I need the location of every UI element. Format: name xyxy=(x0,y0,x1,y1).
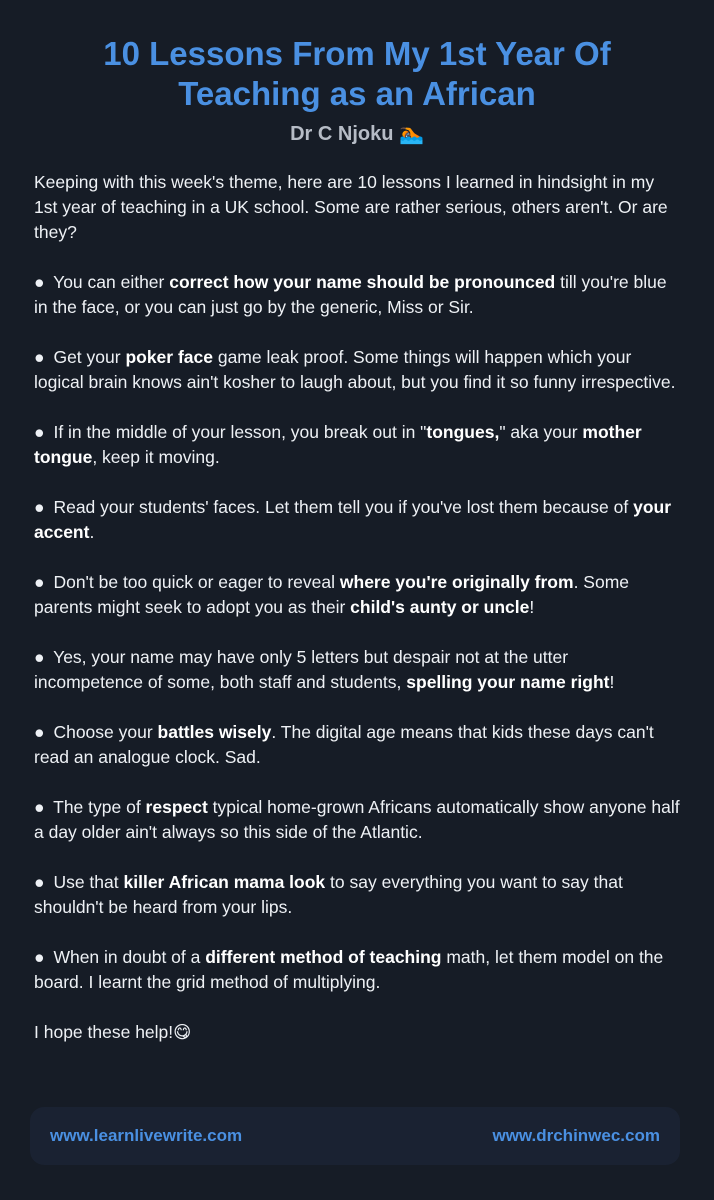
lesson-item-4: ● Read your students' faces. Let them tell you if you've lost them because of your accent. xyxy=(34,497,672,542)
lesson-item-9: ● Use that killer African mama look to say everything you want to say that shouldn't be heard from your lips. xyxy=(34,872,623,917)
page-title: 10 Lessons From My 1st Year Of Teaching as an African xyxy=(103,35,611,112)
lesson-item-1: ● You can either correct how your name should be pronounced till you're blue in the face, or you can just go by the generic, Miss or Sir. xyxy=(34,272,667,317)
lesson-highlight: mother tongue xyxy=(34,422,642,467)
bullet-icon: ● xyxy=(34,572,45,592)
drchinwec-link[interactable]: www.drchinwec.com xyxy=(492,1126,660,1145)
lesson-highlight: child's aunty or uncle xyxy=(350,597,530,617)
author-byline: Dr C Njoku 🏊🏿 xyxy=(290,123,424,145)
bullet-icon: ● xyxy=(34,872,45,892)
lesson-highlight: different method of teaching xyxy=(205,947,442,967)
lesson-highlight: killer African mama look xyxy=(123,872,326,892)
bullet-icon: ● xyxy=(34,272,45,292)
lesson-highlight: battles wisely xyxy=(157,722,272,742)
bullet-icon: ● xyxy=(34,347,45,367)
lesson-item-8: ● The type of respect typical home-grown Africans automatically show anyone half a day older ain't always so this side of the Atlantic. xyxy=(34,797,680,842)
bullet-icon: ● xyxy=(34,497,45,517)
bullet-icon: ● xyxy=(34,947,45,967)
lesson-highlight: your accent xyxy=(34,497,672,542)
lesson-highlight: poker face xyxy=(125,347,213,367)
bullet-icon: ● xyxy=(34,797,45,817)
lesson-highlight: where you're originally from xyxy=(339,572,574,592)
lesson-highlight: respect xyxy=(145,797,208,817)
lesson-item-10: ● When in doubt of a different method of teaching math, let them model on the board. I learnt the grid method of multiplying. xyxy=(34,947,664,992)
lesson-item-7: ● Choose your battles wisely. The digital age means that kids these days can't read an analogue clock. Sad. xyxy=(34,722,654,767)
bullet-icon: ● xyxy=(34,422,45,442)
lesson-item-3: ● If in the middle of your lesson, you break out in "tongues," aka your mother tongue, keep it moving. xyxy=(34,422,642,467)
closing-line: I hope these help!😋 xyxy=(34,1022,192,1042)
intro-paragraph: Keeping with this week's theme, here are 10 lessons I learned in hindsight in my 1st year of teaching in a UK school. Some are rather serious, others aren't. Or are they? xyxy=(34,172,668,242)
lesson-item-6: ● Yes, your name may have only 5 letters but despair not at the utter incompetence of some, both staff and students, spelling your name right! xyxy=(34,647,615,692)
bullet-icon: ● xyxy=(34,647,45,667)
lesson-item-5: ● Don't be too quick or eager to reveal where you're originally from. Some parents might seek to adopt you as their child's aunty or uncle! xyxy=(34,572,630,617)
lesson-item-2: ● Get your poker face game leak proof. Some things will happen which your logical brain knows ain't kosher to laugh about, but you find it so funny irrespective. xyxy=(34,347,676,392)
lesson-highlight: spelling your name right xyxy=(406,672,610,692)
learnlivewrite-link[interactable]: www.learnlivewrite.com xyxy=(50,1126,243,1145)
footer-bar xyxy=(30,1107,680,1165)
lesson-highlight: correct how your name should be pronounced xyxy=(169,272,556,292)
bullet-icon: ● xyxy=(34,722,45,742)
lesson-highlight: tongues, xyxy=(426,422,500,442)
